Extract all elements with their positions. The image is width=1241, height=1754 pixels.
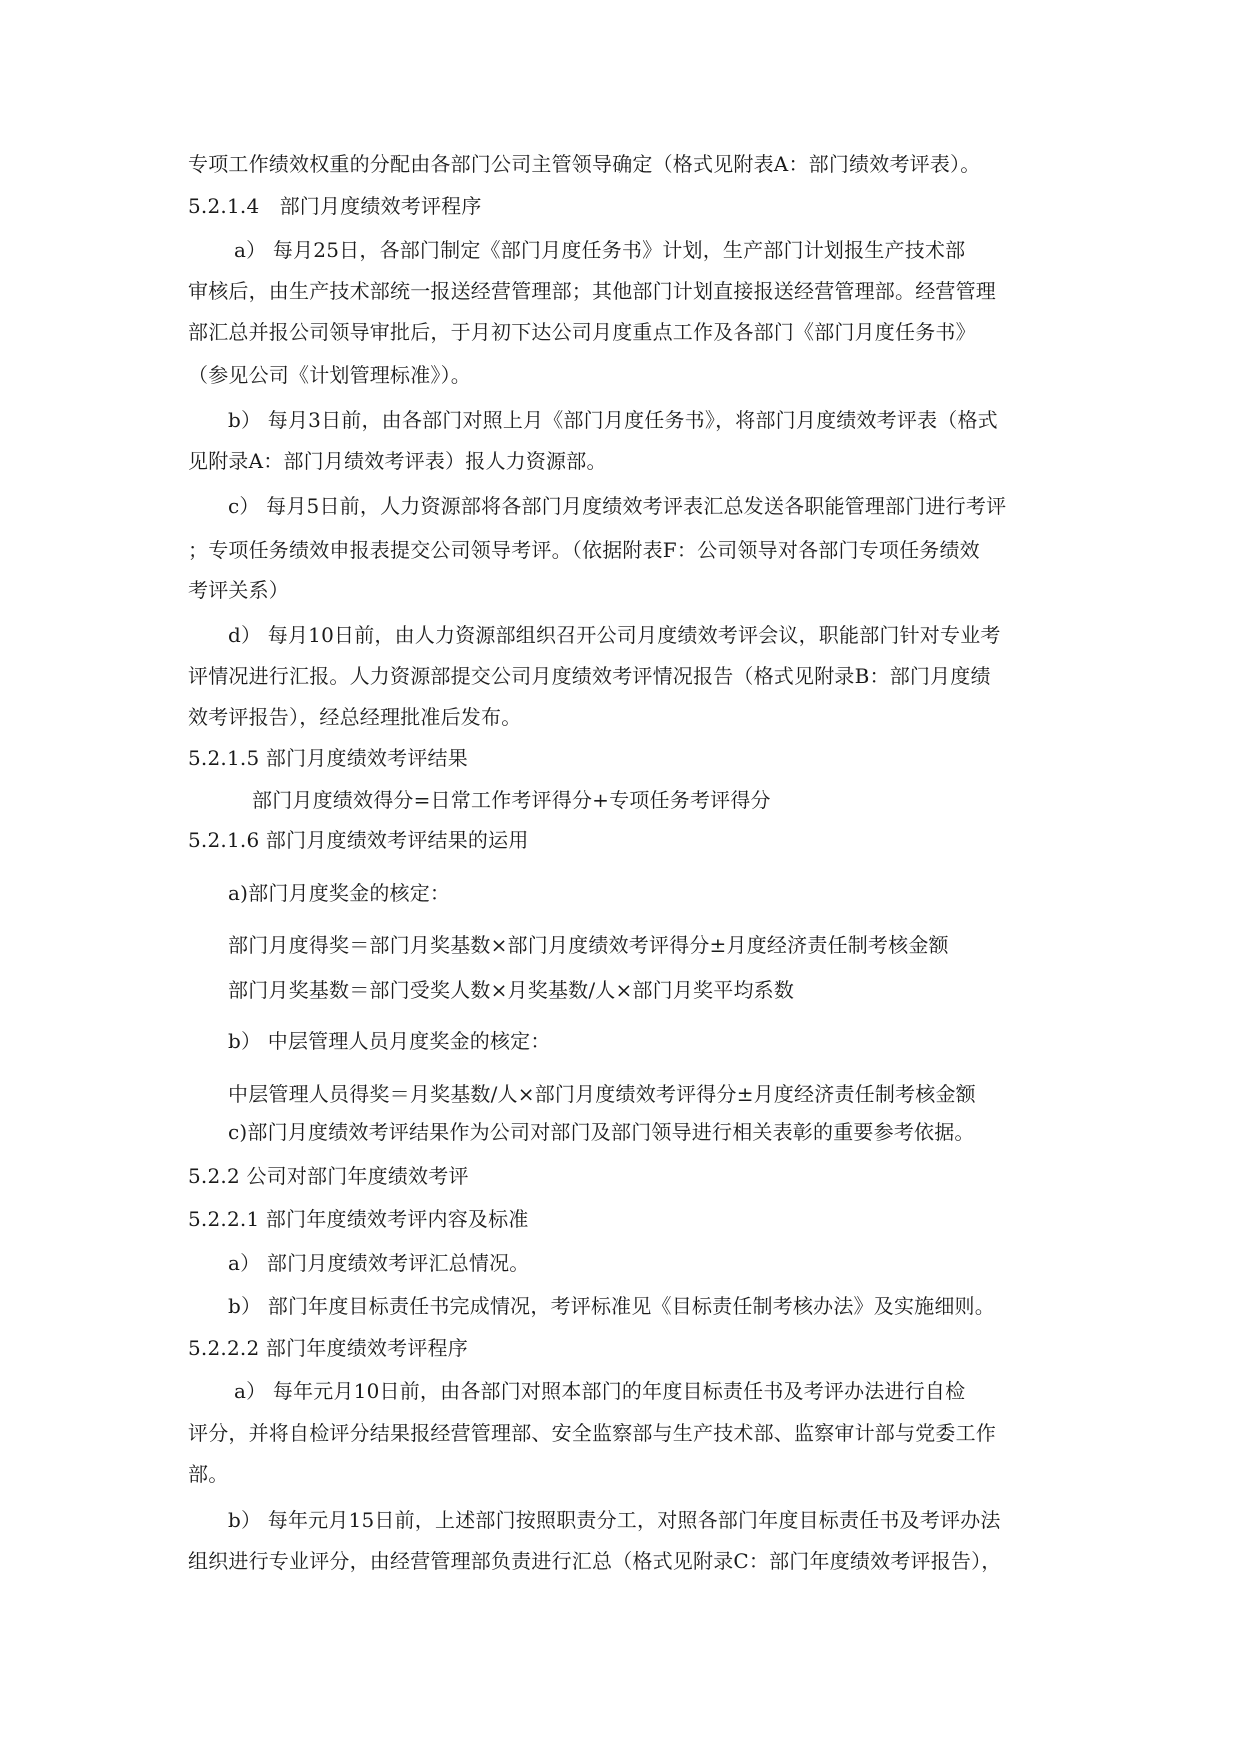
text-line: b） 中层管理人员月度奖金的核定： [228,1029,551,1053]
text-line: a） 每月25日，各部门制定《部门月度任务书》计划，生产部门计划报生产技术部 [234,238,966,262]
text-line: （参见公司《计划管理标准》）。 [188,363,471,387]
text-line: d） 每月10日前，由人力资源部组织召开公司月度绩效考评会议，职能部门针对专业考 [228,623,1001,647]
text-line: c)部门月度绩效考评结果作为公司对部门及部门领导进行相关表彰的重要参考依据。 [228,1120,975,1144]
text-line: 见附录A：部门月绩效考评表）报人力资源部。 [188,449,607,473]
formula-line: 部门月度绩效得分=日常工作考评得分+专项任务考评得分 [252,788,771,812]
text-line: b） 部门年度目标责任书完成情况，考评标准见《目标责任制考核办法》及实施细则。 [228,1294,995,1318]
formula-line: 中层管理人员得奖＝月奖基数/人×部门月度绩效考评得分±月度经济责任制考核金额 [228,1082,976,1106]
section-heading: 5.2.1.5 部门月度绩效考评结果 [188,746,468,770]
formula-line: 部门月奖基数＝部门受奖人数×月奖基数/人×部门月奖平均系数 [228,978,795,1002]
section-heading: 5.2.1.6 部门月度绩效考评结果的运用 [188,828,529,852]
formula-line: 部门月度得奖＝部门月奖基数×部门月度绩效考评得分±月度经济责任制考核金额 [228,933,949,957]
text-line: c） 每月5日前，人力资源部将各部门月度绩效考评表汇总发送各职能管理部门进行考评 [228,494,1007,518]
text-line: b） 每月3日前，由各部门对照上月《部门月度任务书》，将部门月度绩效考评表（格式 [228,408,998,432]
text-line: a)部门月度奖金的核定： [228,881,451,905]
text-line: 效考评报告），经总经理批准后发布。 [188,705,522,729]
text-line: 部汇总并报公司领导审批后，于月初下达公司月度重点工作及各部门《部门月度任务书》 [188,320,976,344]
text-line: 评情况进行汇报。人力资源部提交公司月度绩效考评情况报告（格式见附录B：部门月度绩 [188,664,991,688]
text-line: 专项工作绩效权重的分配由各部门公司主管领导确定（格式见附表A：部门绩效考评表）。 [188,152,981,176]
text-line: 审核后，由生产技术部统一报送经营管理部；其他部门计划直接报送经营管理部。经营管理 [188,279,996,303]
section-heading: 5.2.2 公司对部门年度绩效考评 [188,1164,469,1188]
text-line: 组织进行专业评分，由经营管理部负责进行汇总（格式见附录C：部门年度绩效考评报告）， [188,1549,1002,1573]
text-line: ；专项任务绩效申报表提交公司领导考评。（依据附表F：公司领导对各部门专项任务绩效 [188,538,980,562]
text-line: a） 每年元月10日前，由各部门对照本部门的年度目标责任书及考评办法进行自检 [234,1379,966,1403]
text-line: 考评关系） [188,578,289,602]
text-line: 部。 [188,1462,229,1486]
section-heading: 5.2.1.4 部门月度绩效考评程序 [188,194,482,218]
text-line: a） 部门月度绩效考评汇总情况。 [228,1251,530,1275]
section-heading: 5.2.2.1 部门年度绩效考评内容及标准 [188,1207,529,1231]
text-line: 评分，并将自检评分结果报经营管理部、安全监察部与生产技术部、监察审计部与党委工作 [188,1421,996,1445]
text-line: b） 每年元月15日前，上述部门按照职责分工，对照各部门年度目标责任书及考评办法 [228,1508,1001,1532]
section-heading: 5.2.2.2 部门年度绩效考评程序 [188,1336,468,1360]
